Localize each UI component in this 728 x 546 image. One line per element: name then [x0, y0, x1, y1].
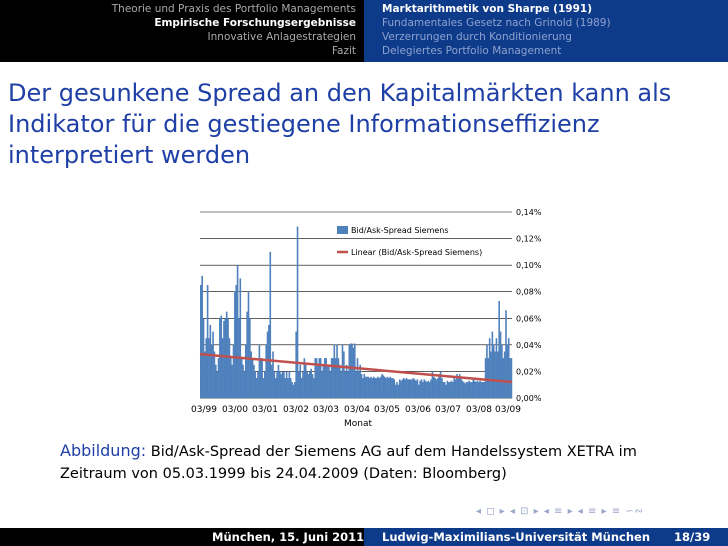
beamer-navigation-symbols[interactable]: ◂ ◻ ▸ ◂ ⊡ ▸ ◂ ≡ ▸ ◂ ≡ ▸ ≡ ∽∾: [476, 506, 645, 517]
bar: [297, 227, 299, 398]
x-tick-label: 03/99: [191, 405, 217, 415]
bar: [286, 371, 288, 398]
bar: [275, 378, 277, 398]
y-axis-ticks: [516, 208, 542, 403]
bar: [358, 371, 360, 398]
bar: [481, 382, 483, 398]
x-tick-label: 03/04: [344, 405, 370, 415]
bar: [492, 332, 494, 398]
subsection-link-3[interactable]: Verzerrungen durch Konditionierung: [382, 31, 572, 43]
legend-swatch-bars: [337, 226, 348, 234]
bar: [403, 378, 405, 398]
bar: [475, 382, 477, 398]
section-link-2[interactable]: Empirische Forschungsergebnisse: [154, 17, 356, 29]
caption-text: Bid/Ask-Spread der Siemens AG auf dem Handelssystem XETRA im Zeitraum von 05.03.1999 bis 24.04.2009 (Daten: Bloomberg): [60, 444, 637, 482]
bar: [291, 382, 293, 398]
bar: [246, 312, 248, 398]
bar: [225, 318, 227, 398]
bar: [347, 371, 349, 398]
bar: [308, 374, 310, 398]
x-tick-label: 03/08: [466, 405, 492, 415]
y-tick-label: 0,02%: [516, 367, 542, 377]
legend-label-bars: Bid/Ask-Spread Siemens: [351, 226, 449, 235]
x-tick-label: 03/00: [222, 405, 248, 415]
bar: [419, 381, 421, 398]
bar: [502, 358, 504, 398]
subsection-link-4[interactable]: Delegiertes Portfolio Management: [382, 45, 562, 57]
bar: [385, 378, 387, 398]
bar: [302, 371, 304, 398]
x-axis-label: Monat: [343, 419, 373, 429]
x-tick-label: 03/07: [435, 405, 461, 415]
y-tick-label: 0,04%: [516, 340, 542, 350]
footer-date: München, 15. Juni 2011: [212, 530, 365, 544]
y-tick-label: 0,08%: [516, 287, 542, 297]
x-tick-label: 03/05: [374, 405, 400, 415]
bar: [363, 374, 365, 398]
x-tick-label: 03/06: [405, 405, 431, 415]
x-tick-label: 03/09: [495, 405, 521, 415]
footer-bar: [0, 528, 728, 546]
bar: [374, 378, 376, 398]
y-tick-label: 0,00%: [516, 394, 542, 403]
caption-label: Abbildung:: [60, 441, 147, 460]
x-axis-ticks: [191, 405, 521, 415]
y-tick-label: 0,06%: [516, 314, 542, 324]
bar: [398, 385, 400, 398]
bar: [453, 378, 455, 398]
bar: [336, 345, 338, 398]
bar: [497, 352, 499, 399]
bar: [425, 381, 427, 398]
bar: [269, 252, 271, 398]
bar: [511, 358, 513, 398]
section-link-4[interactable]: Fazit: [331, 45, 356, 57]
bar: [392, 378, 394, 398]
figure-caption: [60, 440, 690, 485]
section-link-3[interactable]: Innovative Anlagestrategien: [207, 31, 356, 43]
bar: [230, 358, 232, 398]
bar: [342, 345, 344, 398]
footer-page-number: 18/39: [674, 530, 711, 544]
y-tick-label: 0,12%: [516, 234, 542, 244]
legend-label-trend: Linear (Bid/Ask-Spread Siemens): [351, 248, 483, 257]
bar: [241, 358, 243, 398]
subsection-link-2[interactable]: Fundamentales Gesetz nach Grinold (1989): [382, 17, 611, 29]
footer-right: [364, 528, 728, 546]
bar: [436, 379, 438, 398]
section-link-1[interactable]: Theorie und Praxis des Portfolio Managements: [111, 3, 356, 15]
bar: [369, 378, 371, 398]
bar: [257, 371, 259, 398]
footer-left: [0, 528, 364, 546]
bar: [203, 318, 205, 398]
y-tick-label: 0,14%: [516, 208, 542, 217]
bar: [353, 348, 355, 398]
bar: [464, 383, 466, 398]
bar: [380, 377, 382, 398]
chart-legend: [337, 226, 482, 257]
y-tick-label: 0,10%: [516, 261, 542, 271]
bar: [447, 381, 449, 398]
x-tick-label: 03/02: [283, 405, 309, 415]
bar: [430, 379, 432, 398]
bar: [313, 378, 315, 398]
x-tick-label: 03/03: [313, 405, 339, 415]
bar: [331, 358, 333, 398]
bar: [208, 338, 210, 398]
bar: [508, 338, 510, 398]
bar: [219, 318, 221, 398]
footer-institution: Ludwig-Maximilians-Universität München: [382, 530, 651, 544]
bar: [264, 371, 266, 398]
bar: [325, 358, 327, 398]
bar: [414, 379, 416, 398]
bar: [486, 345, 488, 398]
x-tick-label: 03/01: [252, 405, 278, 415]
bar: [441, 378, 443, 398]
bar: [280, 374, 282, 398]
bar: [470, 382, 472, 398]
bar: [252, 358, 254, 398]
subsection-link-1[interactable]: Marktarithmetik von Sharpe (1991): [382, 3, 592, 15]
slide-title: Der gesunkene Spread an den Kapitalmärkten kann als Indikator für die gestiegene Informationseffizienz interpretiert werden: [8, 79, 672, 169]
bar: [235, 285, 237, 398]
bar: [214, 352, 216, 399]
bar: [408, 379, 410, 398]
